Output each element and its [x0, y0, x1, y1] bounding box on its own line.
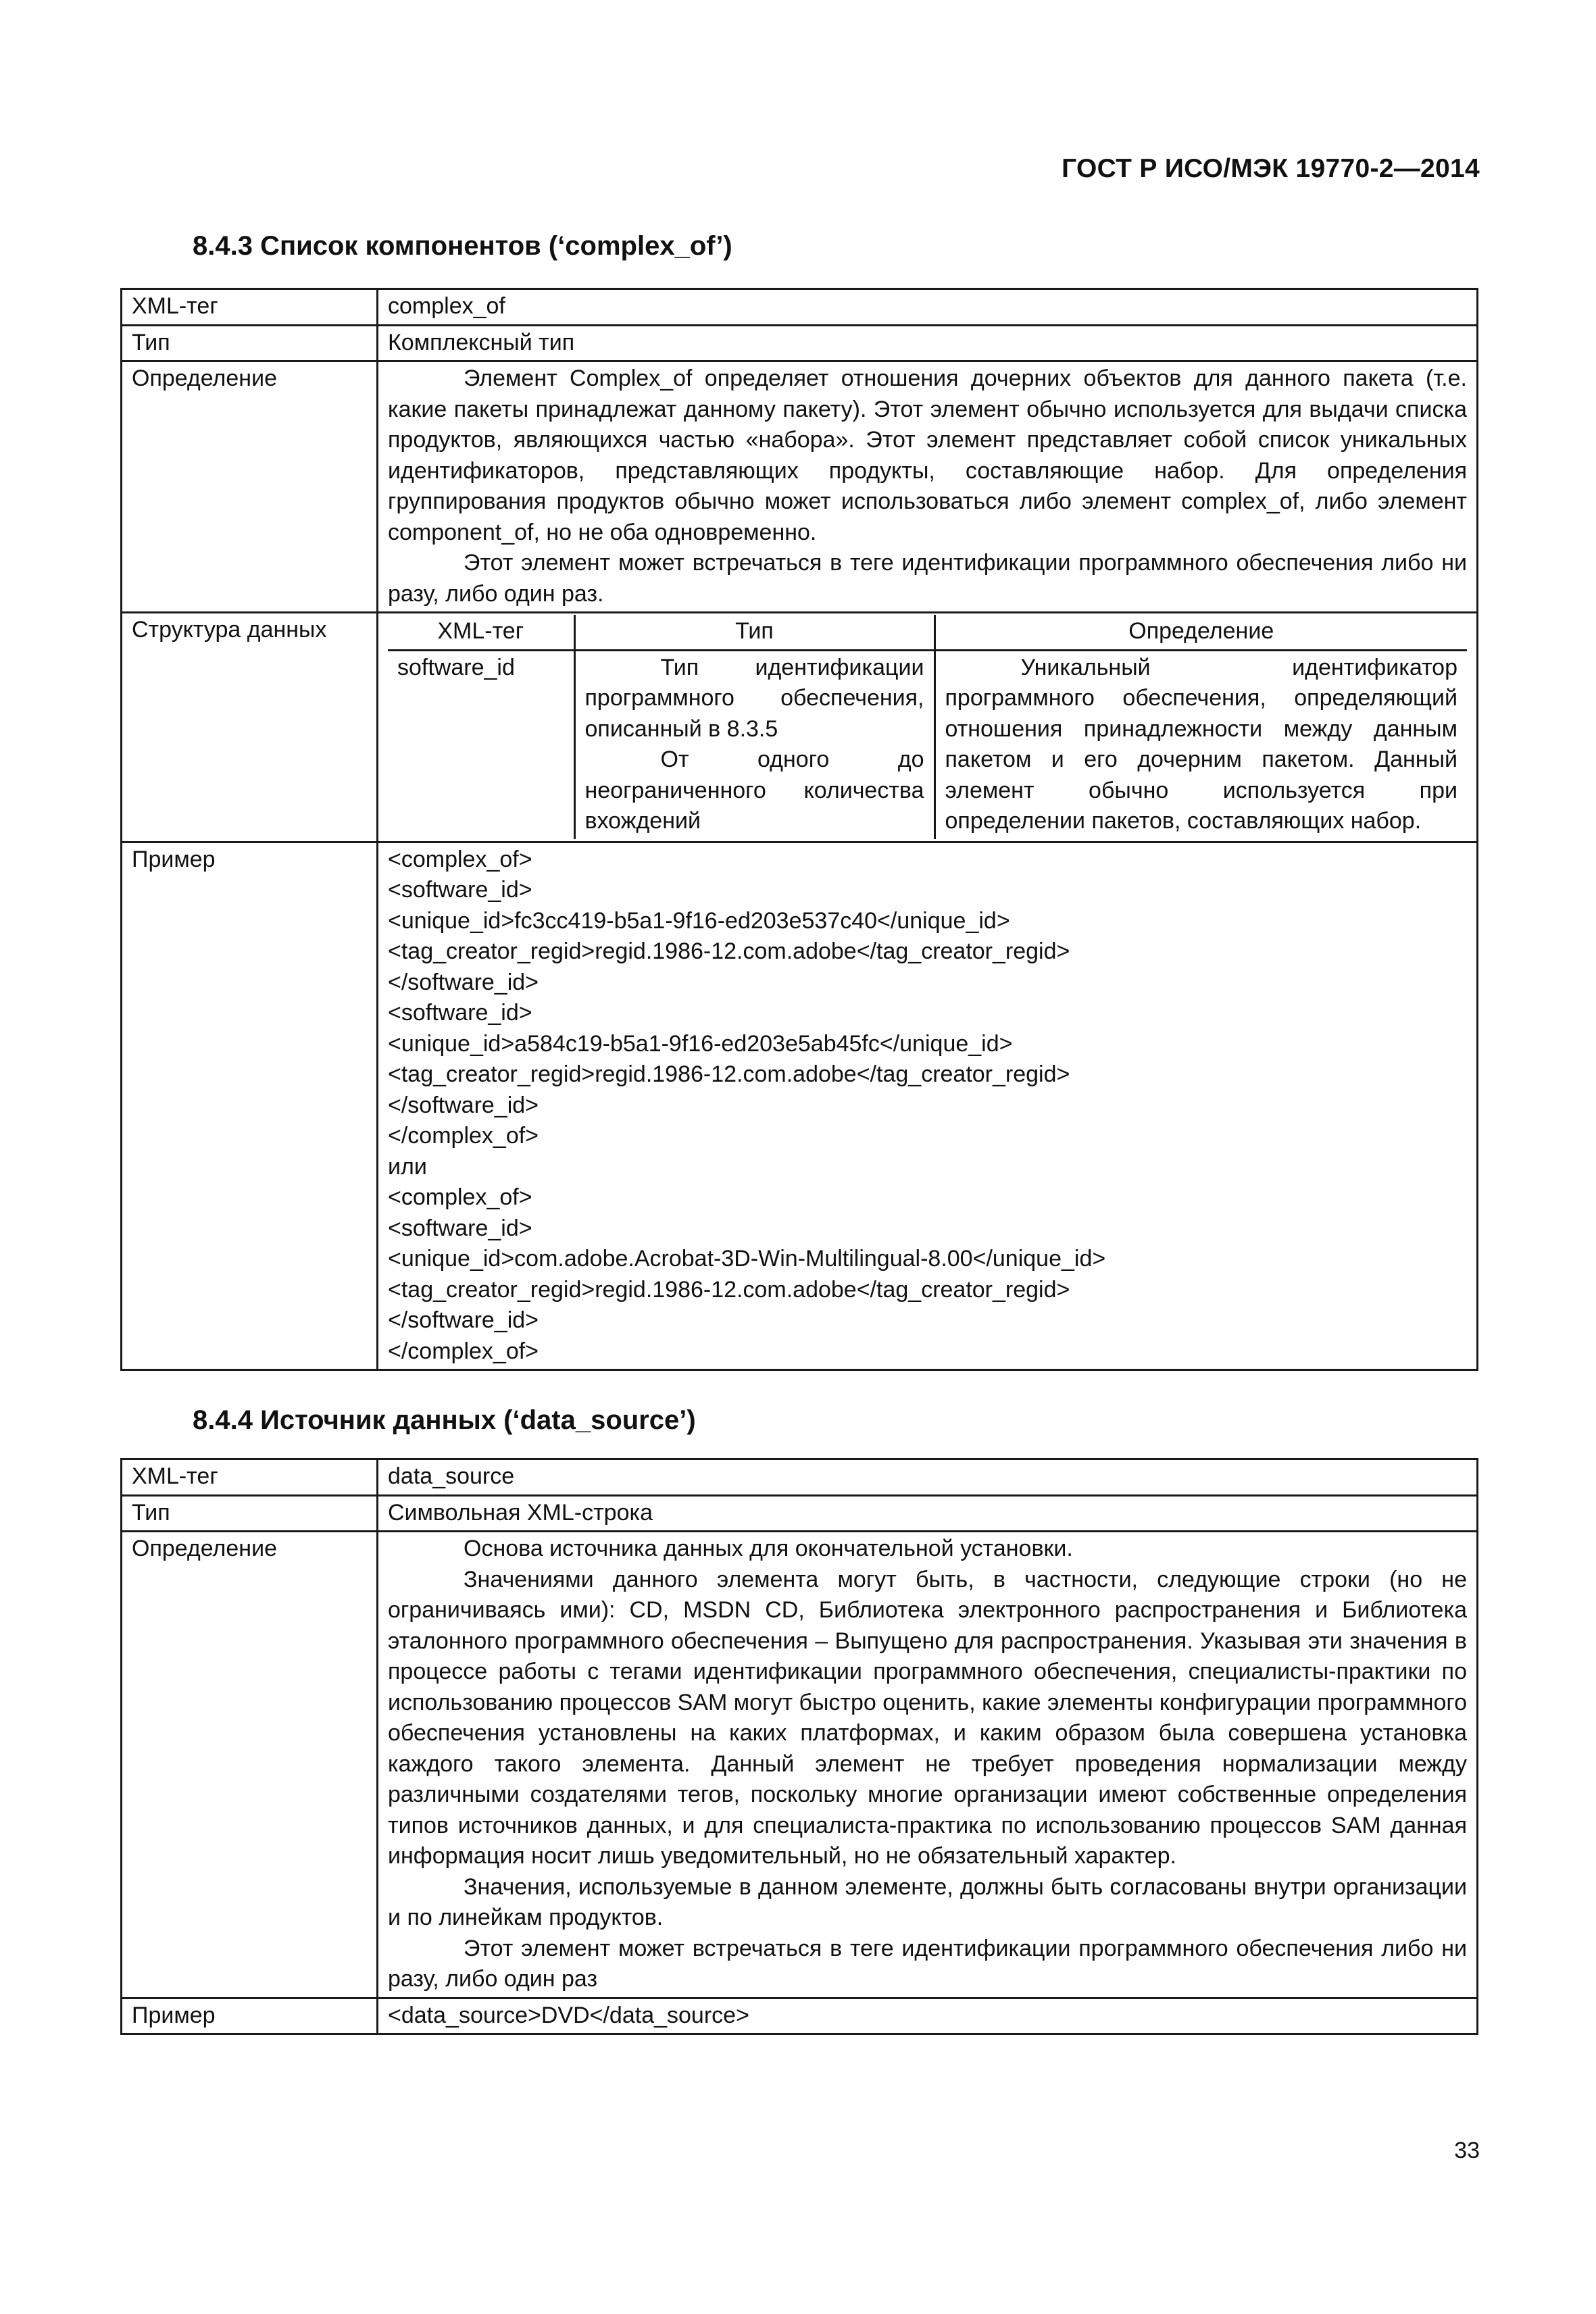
example-code-line: </software_id>	[388, 1092, 539, 1118]
example-code-line: <complex_of>	[388, 1184, 532, 1210]
definition-paragraph: Элемент Complex_of определяет отношения дочерних объектов для данного пакета (т.е. какие пакеты принадлежат данному пакету). Этот элемент обычно используется для выдачи списка продуктов, являющихся частью «набора». Этот элемент представляет собой список уникальных идентификаторов, представляющих продукты, составляющие набор. Для определения группирования продуктов обычно может использоваться либо элемент complex_of, либо элемент component_of, но не оба одновременно.	[388, 366, 1467, 545]
row-key: Пример	[122, 1998, 378, 2034]
section-heading-complex-of: 8.4.3 Список компонентов (‘complex_of’)	[193, 231, 732, 261]
example-code-line: <unique_id>a584c19-b5a1-9f16-ed203e5ab45fc</unique_id>	[388, 1030, 1013, 1057]
type-paragraph: Тип идентификации программного обеспечения, описанный в 8.3.5	[584, 654, 924, 742]
table-row	[122, 613, 1478, 842]
row-key: XML-тег	[122, 289, 378, 326]
definition-paragraph: Значения, используемые в данном элементе, должны быть согласованы внутри организации и по линейкам продуктов.	[388, 1873, 1467, 1930]
nested-data-row	[388, 650, 1467, 839]
row-key: Тип	[122, 1495, 378, 1532]
example-code-line: <software_id>	[388, 1215, 532, 1241]
row-key: Тип	[122, 325, 378, 361]
row-key: Пример	[122, 842, 378, 1370]
table-row	[122, 1495, 1478, 1532]
column-header: Тип	[574, 615, 934, 650]
example-code-line: </software_id>	[388, 969, 539, 995]
section-heading-data-source: 8.4.4 Источник данных (‘data_source’)	[193, 1405, 696, 1435]
nested-header-row	[388, 615, 1467, 650]
example-code-line: </complex_of>	[388, 1338, 539, 1364]
definition-paragraph: Значениями данного элемента могут быть, в частности, следующие строки (но не ограничиваясь ими): CD, MSDN CD, Библиотека электронного распространения и Библиотека эталонного программного обеспечения – Выпущено для распространения. Указывая эти значения в процессе работы с тегами идентификации программного обеспечения, специалисты-практики по использованию процессов SAM могут быстро оценить, какие элементы конфигурации программного обеспечения установлены на каких платформах, и каким образом была совершена установка каждого такого элемента. Данный элемент не требует проведения нормализации между различными создателями тегов, поскольку многие организации имеют собственные определения типов источников данных, и для специалиста-практика по использованию процессов SAM данная информация носит лишь уведомительный, но не обязательный характер.	[388, 1566, 1467, 1869]
definition-paragraph: Уникальный идентификатор программного обеспечения, определяющий отношения принадлежности между данным пакетом и его дочерним пакетом. Данный элемент обычно используется при определении пакетов, составляющих набор.	[945, 654, 1457, 834]
example-code-line: <unique_id>fc3cc419-b5a1-9f16-ed203e537c40</unique_id>	[388, 907, 1010, 934]
row-key: Структура данных	[122, 613, 378, 842]
definition-paragraph: Основа источника данных для окончательной установки.	[464, 1536, 1073, 1561]
definition-paragraph: Этот элемент может встречаться в теге идентификации программного обеспечения либо ни разу, либо один раз	[388, 1935, 1467, 1992]
table-row	[122, 325, 1478, 361]
table-row	[122, 1998, 1478, 2034]
example-code-line: <tag_creator_regid>regid.1986-12.com.adobe</tag_creator_regid>	[388, 1061, 1070, 1087]
row-key: Определение	[122, 361, 378, 613]
column-header: XML-тег	[388, 615, 574, 650]
definition-cell	[378, 1532, 1478, 1998]
table-row	[122, 289, 1478, 326]
row-value: data_source	[378, 1459, 1478, 1496]
row-value: Символьная XML-строка	[378, 1495, 1478, 1532]
nested-tag-cell: software_id	[388, 650, 574, 839]
example-code-line: <unique_id>com.adobe.Acrobat-3D-Win-Multilingual-8.00</unique_id>	[388, 1246, 1106, 1272]
example-code-line: <tag_creator_regid>regid.1986-12.com.adobe</tag_creator_regid>	[388, 938, 1070, 964]
complex-of-table	[120, 288, 1478, 1371]
row-key: XML-тег	[122, 1459, 378, 1496]
example-code-line: <software_id>	[388, 877, 532, 903]
table-row	[122, 1459, 1478, 1496]
example-code-line: <tag_creator_regid>regid.1986-12.com.adobe</tag_creator_regid>	[388, 1276, 1070, 1303]
nested-type-cell	[574, 650, 934, 839]
type-paragraph: От одного до неограниченного количества вхождений	[584, 747, 924, 834]
row-value: complex_of	[378, 289, 1478, 326]
table-row	[122, 842, 1478, 1370]
standard-header: ГОСТ Р ИСО/МЭК 19770-2—2014	[1062, 154, 1480, 183]
nested-definition-cell	[934, 650, 1467, 839]
table-row	[122, 361, 1478, 613]
data-structure-table	[388, 615, 1467, 839]
example-code-line: или	[388, 1153, 427, 1180]
example-code-line: </software_id>	[388, 1307, 539, 1333]
example-code-line: <software_id>	[388, 1000, 532, 1026]
definition-cell	[378, 361, 1478, 613]
column-header: Определение	[934, 615, 1467, 650]
row-value: Комплексный тип	[378, 325, 1478, 361]
data-source-table	[120, 1458, 1478, 2035]
row-key: Определение	[122, 1532, 378, 1998]
page-number: 33	[1454, 2138, 1480, 2163]
table-row	[122, 1532, 1478, 1998]
definition-paragraph: Этот элемент может встречаться в теге идентификации программного обеспечения либо ни разу, либо один раз.	[388, 550, 1467, 607]
example-code-cell: <data_source>DVD</data_source>	[378, 1998, 1478, 2034]
example-code-cell	[378, 842, 1478, 1370]
data-structure-cell	[378, 613, 1478, 842]
example-code-line: </complex_of>	[388, 1123, 539, 1149]
example-code-line: <complex_of>	[388, 846, 532, 872]
